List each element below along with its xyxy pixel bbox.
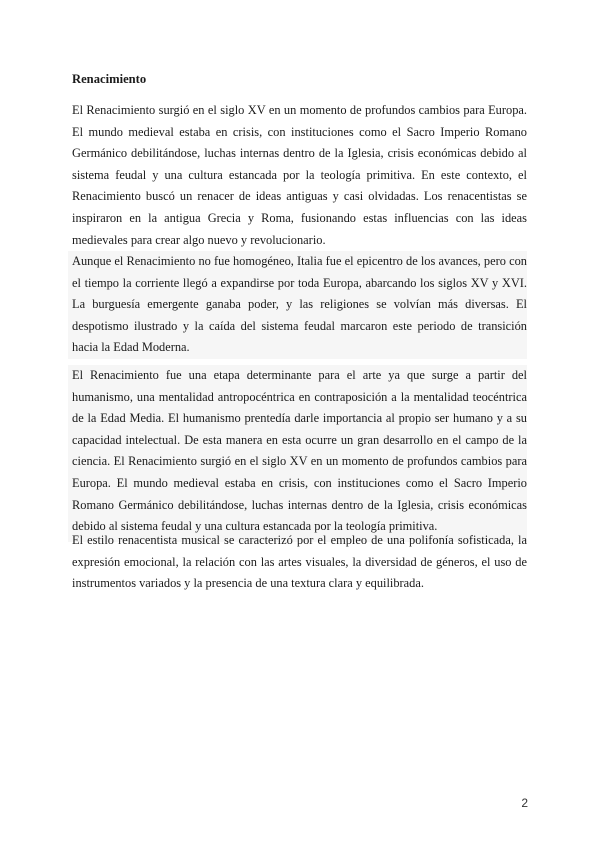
paragraph-music-style: El estilo renacentista musical se caracterizó por el empleo de una polifonía sofisticada, la expresión emocional, la relación con las artes visuales, la diversidad de géneros, el uso de instrumentos variados y la presencia de una textura clara y equilibrada. (72, 533, 527, 591)
paragraph-intro: El Renacimiento surgió en el siglo XV en un momento de profundos cambios para Europa. El mundo medieval estaba en crisis, con instituciones como el Sacro Imperio Romano Germánico debilitándose, luchas internas dentro de la Iglesia, crisis económicas debido al sistema feudal y una cultura estancada por la teología primitiva. En este contexto, el Renacimiento buscó un renacer de ideas antiguas y casi olvidadas. Los renacentistas se inspiraron en la antigua Grecia y Roma, fusionando estas influencias con las ideas medievales para crear algo nuevo y revolucionario. (72, 103, 527, 247)
page-number: 2 (521, 796, 528, 810)
section-title: Renacimiento (72, 72, 147, 86)
paragraph-expansion: Aunque el Renacimiento no fue homogéneo, Italia fue el epicentro de los avances, pero con el tiempo la corriente llegó a expandirse por toda Europa, abarcando los siglos XV y XVI. La burguesía emergente ganaba poder, y las religiones se volvían más diversas. El despotismo ilustrado y la caída del sistema feudal marcaron este periodo de transición hacia la Edad Moderna. (68, 251, 527, 359)
paragraph-humanism: El Renacimiento fue una etapa determinante para el arte ya que surge a partir del humanismo, una mentalidad antropocéntrica en contraposición a la mentalidad teocéntrica de la Edad Media. El humanismo prentedía darle importancia al propio ser humano y a su capacidad intelectual. De esta manera en esta ocurre un gran desarrollo en el campo de la ciencia. El Renacimiento surgió en el siglo XV en un momento de profundos cambios para Europa. El mundo medieval estaba en crisis, con instituciones como el Sacro Imperio Romano Germánico debilitándose, luchas internas dentro de la Iglesia, crisis económicas debido al sistema feudal y una cultura estancada por la teología primitiva. (68, 365, 527, 542)
